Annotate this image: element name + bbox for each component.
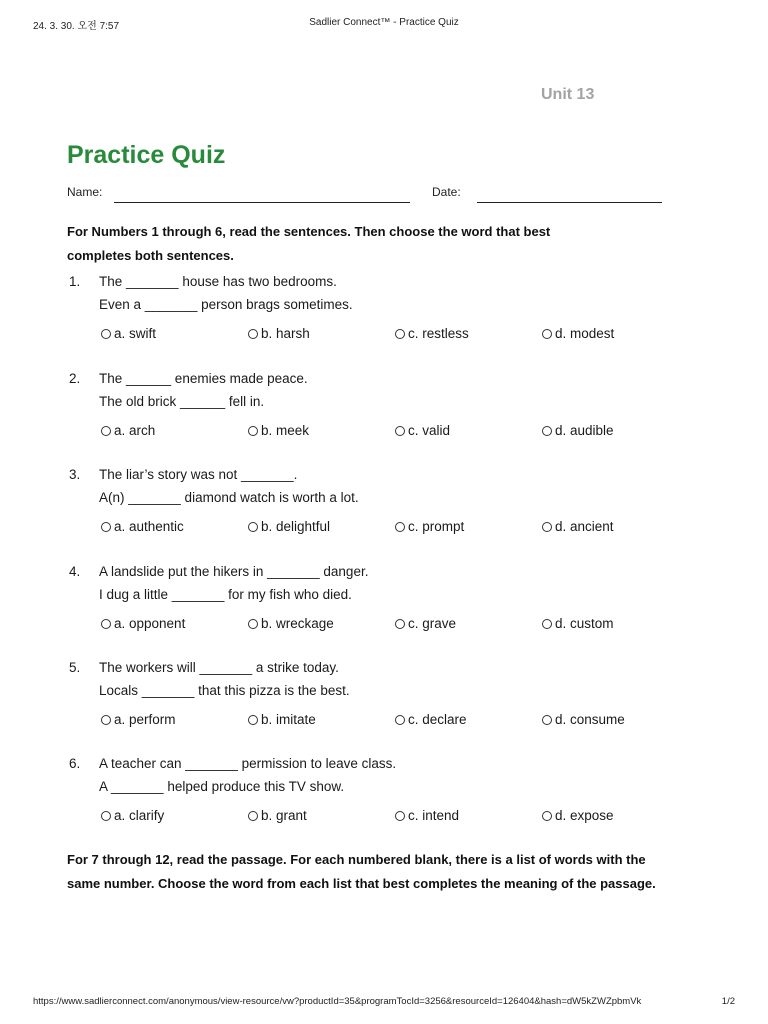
option-label: d. modest [555,326,615,341]
question-sentence-2: A _______ helped produce this TV show. [99,779,345,794]
question [67,274,707,354]
answer-options [67,326,707,344]
option-label: b. harsh [261,326,310,341]
radio-button-icon[interactable] [248,522,258,532]
radio-button-icon[interactable] [395,811,405,821]
option-label: c. restless [408,326,469,341]
option-label: c. intend [408,808,460,823]
radio-button-icon[interactable] [101,522,111,532]
question-sentence-2: A(n) _______ diamond watch is worth a lot. [99,490,359,505]
radio-button-icon[interactable] [248,426,258,436]
option-label: b. imitate [261,712,316,727]
option-label: a. authentic [114,519,184,534]
instructions-part-2: For 7 through 12, read the passage. For each numbered blank, there is a list of words with the same number. Choose the word from each list that best completes the meaning of the passage. [67,852,656,891]
question-sentence-1: The liar’s story was not _______. [99,467,298,482]
option-label: d. expose [555,808,614,823]
question-number: 3. [69,467,81,482]
radio-button-icon[interactable] [101,619,111,629]
answer-option[interactable] [542,326,614,341]
option-label: a. opponent [114,616,186,631]
option-label: d. audible [555,423,614,438]
print-header [0,17,768,31]
radio-button-icon[interactable] [101,329,111,339]
name-field[interactable] [114,202,410,203]
answer-option[interactable] [248,326,310,341]
question [67,660,707,740]
option-label: c. prompt [408,519,465,534]
radio-button-icon[interactable] [248,715,258,725]
option-label: d. custom [555,616,614,631]
page-url: https://www.sadlierconnect.com/anonymous/view-resource/vw?productId=35&programTocId=3256&resourceId=126404&hash=dW5kZWZpbmVk [33,996,642,1007]
answer-option[interactable] [101,616,185,631]
option-label: c. declare [408,712,467,727]
option-label: d. consume [555,712,625,727]
radio-button-icon[interactable] [542,522,552,532]
date-field[interactable] [477,202,662,203]
print-footer [0,996,768,1010]
answer-option[interactable] [542,616,614,631]
question-sentence-1: A teacher can _______ permission to leave class. [99,756,397,771]
option-label: b. grant [261,808,307,823]
answer-option[interactable] [395,423,450,438]
question-number: 4. [69,564,81,579]
answer-options [67,616,707,634]
radio-button-icon[interactable] [395,715,405,725]
answer-option[interactable] [248,519,330,534]
radio-button-icon[interactable] [248,619,258,629]
page-title: Practice Quiz [67,141,226,169]
option-label: c. valid [408,423,451,438]
answer-options [67,519,707,537]
name-label: Name: [67,185,103,199]
radio-button-icon[interactable] [248,329,258,339]
option-label: c. grave [408,616,457,631]
answer-option[interactable] [395,712,467,727]
radio-button-icon[interactable] [542,715,552,725]
answer-option[interactable] [101,423,155,438]
question [67,467,707,547]
answer-option[interactable] [542,423,614,438]
answer-option[interactable] [542,712,625,727]
option-label: a. clarify [114,808,165,823]
radio-button-icon[interactable] [395,619,405,629]
answer-options [67,808,707,826]
question-sentence-1: A landslide put the hikers in _______ danger. [99,564,369,579]
answer-option[interactable] [395,326,469,341]
option-label: d. ancient [555,519,614,534]
radio-button-icon[interactable] [101,715,111,725]
answer-option[interactable] [248,423,309,438]
radio-button-icon[interactable] [395,426,405,436]
question-sentence-2: I dug a little _______ for my fish who died. [99,587,352,602]
question-sentence-1: The _______ house has two bedrooms. [99,274,337,289]
radio-button-icon[interactable] [395,329,405,339]
question-number: 5. [69,660,81,675]
answer-option[interactable] [248,808,307,823]
option-label: b. meek [261,423,310,438]
option-label: b. wreckage [261,616,334,631]
answer-option[interactable] [101,712,176,727]
answer-option[interactable] [101,326,156,341]
option-label: a. perform [114,712,176,727]
question-sentence-1: The workers will _______ a strike today. [99,660,339,675]
answer-option[interactable] [248,616,334,631]
question-sentence-2: Even a _______ person brags sometimes. [99,297,353,312]
option-label: a. arch [114,423,156,438]
radio-button-icon[interactable] [248,811,258,821]
radio-button-icon[interactable] [395,522,405,532]
radio-button-icon[interactable] [101,811,111,821]
answer-option[interactable] [542,808,614,823]
question [67,371,707,451]
answer-options [67,423,707,441]
question [67,756,707,836]
radio-button-icon[interactable] [542,811,552,821]
print-page-title: Sadlier Connect™ - Practice Quiz [309,17,459,28]
question-number: 1. [69,274,81,289]
radio-button-icon[interactable] [542,619,552,629]
instructions-part-1: For Numbers 1 through 6, read the sentences. Then choose the word that best completes both sentences. [67,224,551,263]
question-number: 2. [69,371,81,386]
question [67,564,707,644]
answer-option[interactable] [248,712,316,727]
date-label: Date: [432,185,461,199]
page-number: 1/2 [721,996,735,1007]
answer-option[interactable] [542,519,614,534]
answer-options [67,712,707,730]
question-sentence-2: Locals _______ that this pizza is the best. [99,683,350,698]
question-number: 6. [69,756,81,771]
option-label: a. swift [114,326,157,341]
radio-button-icon[interactable] [542,329,552,339]
option-label: b. delightful [261,519,331,534]
answer-option[interactable] [101,519,184,534]
answer-option[interactable] [395,808,459,823]
question-sentence-2: The old brick ______ fell in. [99,394,265,409]
print-date: 24. 3. 30. 오전 7:57 [33,21,120,32]
answer-option[interactable] [395,519,464,534]
question-sentence-1: The ______ enemies made peace. [99,371,308,386]
answer-option[interactable] [101,808,164,823]
radio-button-icon[interactable] [542,426,552,436]
answer-option[interactable] [395,616,456,631]
unit-label: Unit 13 [541,86,595,103]
radio-button-icon[interactable] [101,426,111,436]
